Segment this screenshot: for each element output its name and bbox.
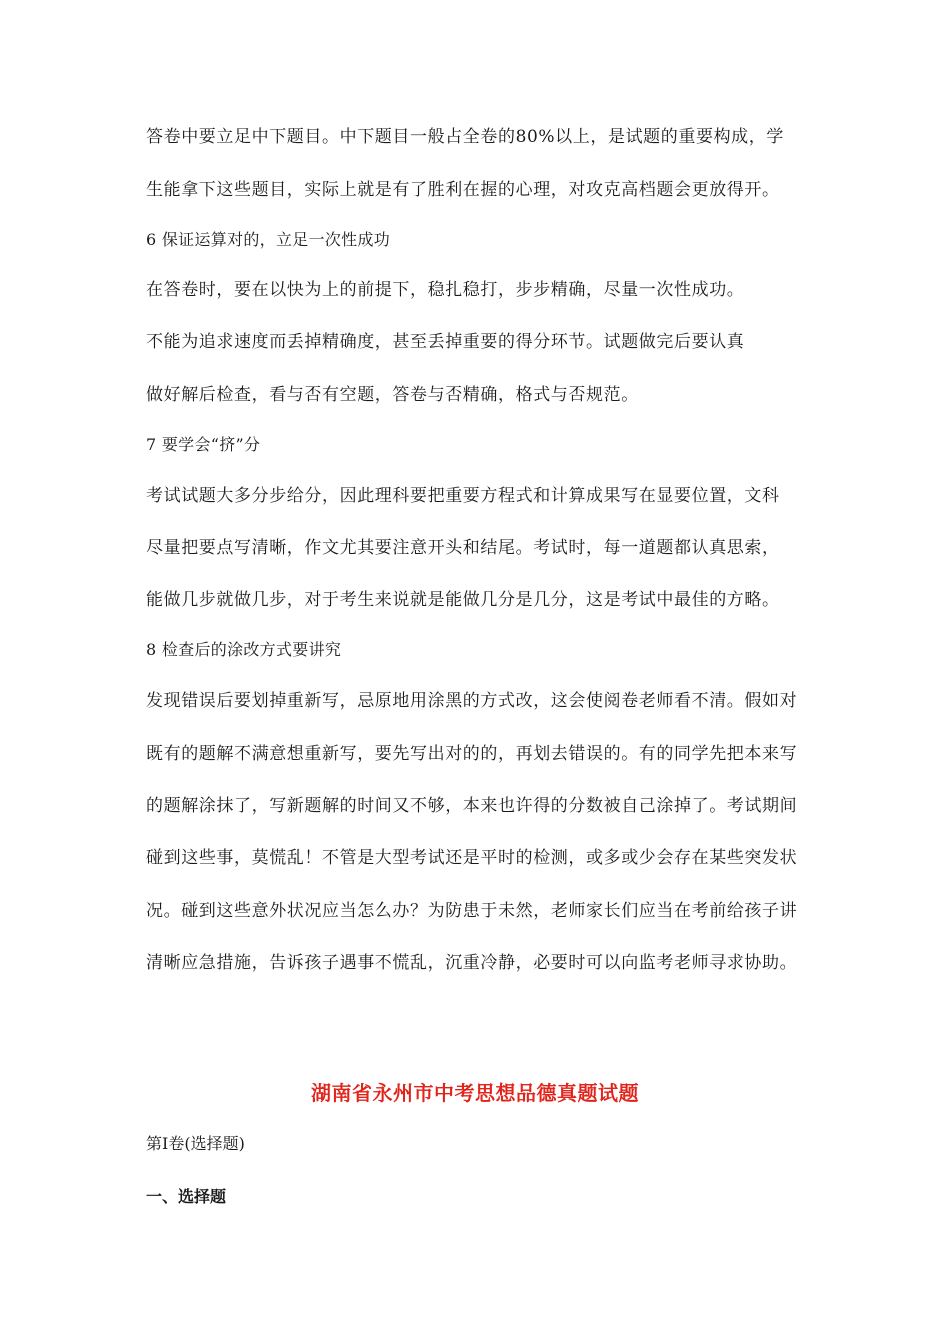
body-text-line: 考试试题大多分步给分，因此理科要把重要方程式和计算成果写在显要位置，文科	[146, 486, 780, 506]
section-heading: 6 保证运算对的，立足一次性成功	[146, 230, 391, 249]
body-text-line: 做好解后检查，看与否有空题，答卷与否精确，格式与否规范。	[146, 385, 639, 405]
body-text-line: 不能为追求速度而丢掉精确度，甚至丢掉重要的得分环节。试题做完后要认真	[146, 332, 745, 352]
section-heading: 7 要学会“挤”分	[146, 435, 261, 454]
volume-label: 第Ⅰ卷(选择题)	[146, 1134, 245, 1153]
body-text-line: 的题解涂抹了，写新题解的时间又不够，本来也许得的分数被自己涂掉了。考试期间	[146, 796, 798, 816]
section-label: 一、选择题	[146, 1187, 227, 1206]
body-text-line: 答卷中要立足中下题目。中下题目一般占全卷的80%以上，是试题的重要构成，学	[146, 127, 784, 147]
body-text-line: 清晰应急措施，告诉孩子遇事不慌乱，沉重冷静，必要时可以向监考老师寻求协助。	[146, 953, 798, 973]
body-text-line: 在答卷时，要在以快为上的前提下，稳扎稳打，步步精确，尽量一次性成功。	[146, 280, 745, 300]
body-text-line: 既有的题解不满意想重新写，要先写出对的的，再划去错误的。有的同学先把本来写	[146, 744, 798, 764]
body-text-line: 碰到这些事，莫慌乱！不管是大型考试还是平时的检测，或多或少会存在某些突发状	[146, 848, 798, 868]
body-text-line: 生能拿下这些题目，实际上就是有了胜利在握的心理，对攻克高档题会更放得开。	[146, 180, 780, 200]
section-heading: 8 检查后的涂改方式要讲究	[146, 640, 342, 659]
body-text-line: 能做几步就做几步，对于考生来说就是能做几分是几分，这是考试中最佳的方略。	[146, 590, 780, 610]
body-text-line: 尽量把要点写清晰，作文尤其要注意开头和结尾。考试时，每一道题都认真思索，	[146, 538, 780, 558]
body-text-line: 发现错误后要划掉重新写，忌原地用涂黑的方式改，这会使阅卷老师看不清。假如对	[146, 691, 798, 711]
body-text-line: 况。碰到这些意外状况应当怎么办？为防患于未然，老师家长们应当在考前给孩子讲	[146, 901, 798, 921]
exam-title: 湖南省永州市中考思想品德真题试题	[311, 1081, 639, 1105]
